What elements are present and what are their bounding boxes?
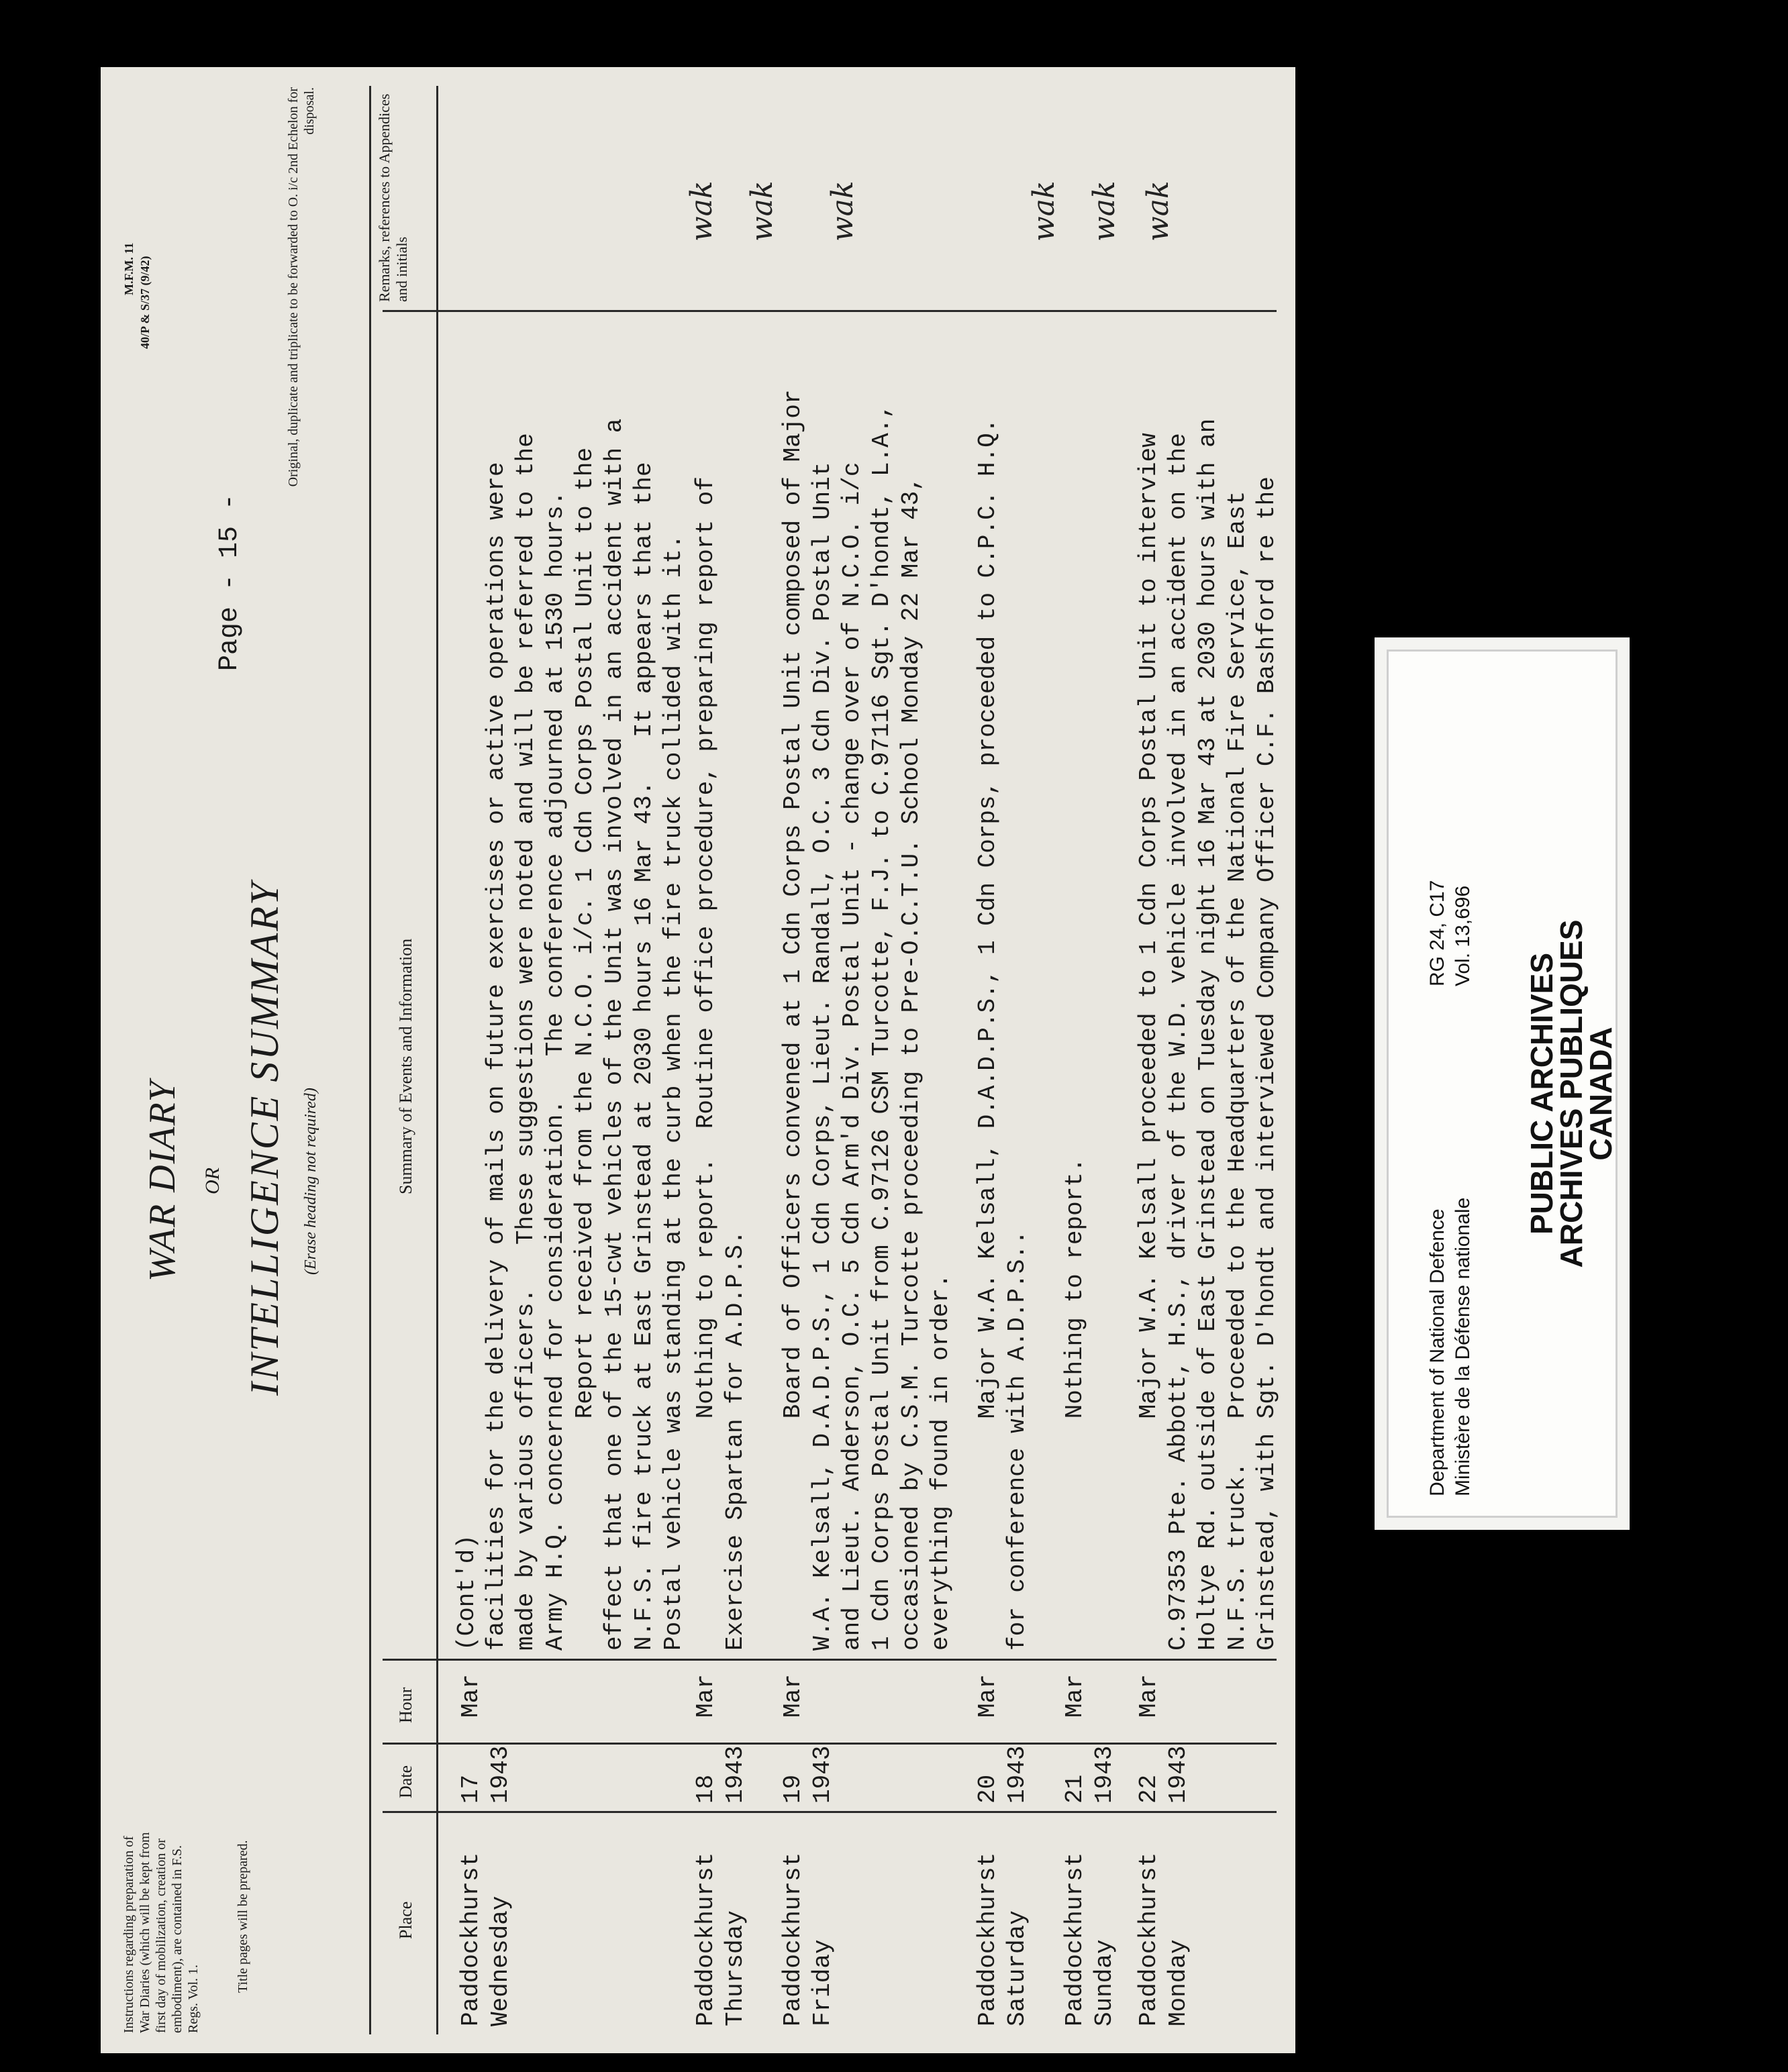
dept-fr: Ministère de la Défense nationale xyxy=(1452,1197,1474,1496)
entry-day: Sunday xyxy=(1091,1939,1118,2026)
title-or: OR xyxy=(201,1168,224,1194)
entry-place: Paddockhurst xyxy=(692,1852,719,2026)
entry-date: 19 xyxy=(779,1774,807,1804)
entry-place: Paddockhurst xyxy=(974,1852,1001,2026)
war-diary-sheet xyxy=(101,67,1295,2053)
dept-en: Department of National Defence xyxy=(1426,1208,1448,1496)
entry-place: Paddockhurst xyxy=(1061,1852,1089,2026)
entry-year: 1943 xyxy=(809,1745,836,1804)
entry-day: Monday xyxy=(1164,1939,1192,2026)
header-rule-top xyxy=(369,86,371,2034)
form-reference: 40/P & S/37 (9/42) xyxy=(138,256,152,349)
entry-date: 18 xyxy=(692,1774,719,1804)
entry-date: 22 xyxy=(1135,1774,1162,1804)
page-number: Page - 15 - xyxy=(215,493,245,671)
entry-summary: Nothing to report. xyxy=(1061,1157,1089,1651)
entry-initials: wak xyxy=(1141,180,1175,242)
col-divider-place xyxy=(383,1811,1277,1813)
entry-initials: wak xyxy=(685,180,719,242)
entry-month: Mar xyxy=(779,1674,807,1718)
entry-initials: wak xyxy=(745,180,779,242)
entry-day: Friday xyxy=(809,1939,836,2026)
entry-summary: (Cont'd) facilities for the delivery of mails on future exercises or active operations were made by various officers. These suggestions were noted and will be referred to the Army H.Q. concerned for consideration. The conference adjourned at 1530 hours. Report received from the N.C.O. i/c. 1 Cdn Corps Postal Unit to the effect that one of the 15-cwt vehicles of the Unit was involved in an accident with a N.F.S. fire truck at East Grinstead at 2030 hours 16 Mar 43. It appears that the Postal vehicle was standing at the curb when the fire truck collided with it. xyxy=(453,418,687,1651)
title-pages-note: Title pages will be prepared. xyxy=(236,1840,250,1993)
entry-day: Thursday xyxy=(722,1910,749,2026)
archive-ref: RG 24, C17 xyxy=(1426,880,1448,986)
col-divider-date xyxy=(383,1743,1277,1745)
instructions-note: Instructions regarding preparation of War Diaries (which will be kept from first day of mobilization, creation or embodiment), are contained in F.S. Regs. Vol. 1. xyxy=(121,1832,201,2033)
disposal-note: Original, duplicate and triplicate to be forwarded to O. i/c 2nd Echelon for disposal. xyxy=(286,87,317,487)
entry-initials: wak xyxy=(1087,180,1122,242)
entry-date: 20 xyxy=(974,1774,1001,1804)
entry-month: Mar xyxy=(457,1674,485,1718)
archive-vol: Vol. 13,696 xyxy=(1452,885,1474,986)
entry-place: Paddockhurst xyxy=(779,1852,807,2026)
entry-date: 21 xyxy=(1061,1774,1089,1804)
entry-day: Saturday xyxy=(1003,1910,1031,2026)
col-header-remarks: Remarks, references to Appendices and initials xyxy=(376,93,410,302)
col-divider-hour xyxy=(383,1659,1277,1661)
title-intelligence-summary: INTELLIGENCE SUMMARY xyxy=(242,880,287,1396)
entry-day: Wednesday xyxy=(487,1896,514,2026)
entry-summary: Major W.A. Kelsall proceeded to 1 Cdn Corps Postal Unit to interview C.97353 Pte. Abbott, H.S., driver of the W.D. vehicle involved in an accident on the Holtye Rd. outside of East Grinstead on Tuesday night 16 Mar 43 at 2030 hours with an N.F.S. truck. Proceeded to the Headquarters of the National Fire Service, East Grinstead, with Sgt. D'hondt and interviewed Company Officer C.F. Bashford re the xyxy=(1135,418,1281,1651)
entry-year: 1943 xyxy=(1164,1745,1192,1804)
entry-month: Mar xyxy=(692,1674,719,1718)
entry-initials: wak xyxy=(826,180,860,242)
entry-year: 1943 xyxy=(1003,1745,1031,1804)
stamp-line-1: PUBLIC ARCHIVES xyxy=(1524,953,1559,1235)
form-number: M.F.M. 11 xyxy=(122,242,136,295)
entry-year: 1943 xyxy=(487,1745,514,1804)
entry-summary: Major W.A. Kelsall, D.A.D.P.S., 1 Cdn Corps, proceeded to C.P.C. H.Q. for conference with A.D.P.S.. xyxy=(974,418,1031,1651)
archive-stamp xyxy=(1524,691,1618,1496)
entry-summary: Board of Officers convened at 1 Cdn Corps Postal Unit composed of Major W.A. Kelsall, D.A.D.P.S., 1 Cdn Corps, Lieut. Randall, O.C. 3 Cdn Div. Postal Unit and Lieut. Anderson, O.C. 5 Cdn Arm'd Div. Postal Unit - change over of N.C.O. i/c 1 Cdn Corps Postal Unit from C.97126 CSM Turcotte, F.J. to C.97116 Sgt. D'hondt, L.A., occasioned by C.S.M. Turcotte proceeding to Pre-O.C.T.U. School Monday 22 Mar 43, everything found in order. xyxy=(779,389,954,1651)
entry-month: Mar xyxy=(1061,1674,1089,1718)
entry-summary: Nothing to report. Routine office procedure, preparing report of Exercise Spartan for A.D.P.S. xyxy=(692,476,749,1651)
title-war-diary: WAR DIARY xyxy=(142,1080,183,1282)
col-header-date: Date xyxy=(396,1765,415,1798)
entry-place: Paddockhurst xyxy=(457,1852,485,2026)
stamp-line-3: CANADA xyxy=(1583,1027,1618,1161)
col-header-place: Place xyxy=(396,1901,415,1939)
col-divider-summary xyxy=(383,310,1277,312)
entry-initials: wak xyxy=(1027,180,1061,242)
title-note: (Erase heading not required) xyxy=(302,1088,319,1275)
entry-year: 1943 xyxy=(1091,1745,1118,1804)
stamp-line-2: ARCHIVES PUBLIQUES xyxy=(1554,919,1589,1268)
entry-year: 1943 xyxy=(722,1745,749,1804)
entry-month: Mar xyxy=(1135,1674,1162,1718)
col-header-hour: Hour xyxy=(396,1687,415,1723)
entry-place: Paddockhurst xyxy=(1135,1852,1162,2026)
entry-date: 17 xyxy=(457,1774,485,1804)
entry-month: Mar xyxy=(974,1674,1001,1718)
col-header-summary: Summary of Events and Information xyxy=(396,938,415,1194)
